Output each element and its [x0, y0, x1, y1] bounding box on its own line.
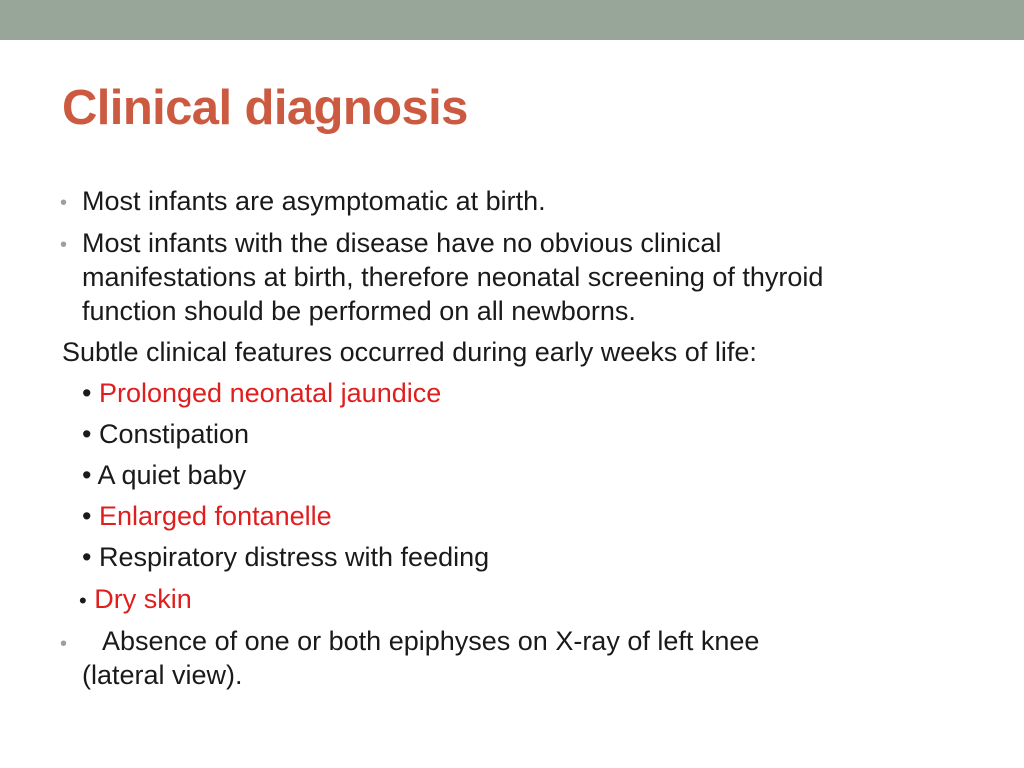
feature-label: A quiet baby	[97, 460, 247, 490]
sub-bullet-icon: •	[82, 460, 92, 490]
bullet-icon: •	[60, 234, 68, 256]
sub-bullet-icon: •	[79, 588, 87, 613]
sub-bullet-icon: •	[82, 419, 92, 449]
sub-bullet-icon: •	[82, 542, 92, 572]
sub-bullet-icon: •	[82, 378, 92, 408]
feature-item-dry-skin	[79, 582, 192, 618]
sub-bullet-icon: •	[82, 501, 92, 531]
feature-item-jaundice	[82, 376, 441, 410]
feature-label: Enlarged fontanelle	[98, 501, 332, 531]
feature-label: Dry skin	[94, 584, 192, 614]
bullet-icon: •	[60, 192, 68, 214]
bullet-text-epiphyses-line2: (lateral view).	[82, 660, 243, 690]
bullet-text-screening-line1: Most infants with the disease have no obvious clinical	[82, 228, 722, 258]
feature-item-fontanelle	[82, 499, 332, 533]
feature-label: Constipation	[98, 419, 250, 449]
bullet-text-asymptomatic: Most infants are asymptomatic at birth.	[82, 186, 546, 216]
subtle-features-heading: Subtle clinical features occurred during early weeks of life:	[62, 337, 757, 367]
feature-label: Prolonged neonatal jaundice	[98, 378, 442, 408]
feature-label: Respiratory distress with feeding	[98, 542, 490, 572]
feature-item-constipation	[82, 417, 249, 451]
feature-item-respiratory-distress	[82, 540, 489, 574]
top-color-band	[0, 0, 1024, 40]
feature-item-quiet-baby	[82, 458, 246, 492]
bullet-text-epiphyses-line1: Absence of one or both epiphyses on X-ray of left knee	[102, 626, 760, 656]
bullet-text-screening-line3: function should be performed on all newborns.	[82, 296, 636, 326]
slide-title: Clinical diagnosis	[62, 81, 468, 135]
bullet-text-screening-line2: manifestations at birth, therefore neonatal screening of thyroid	[82, 262, 824, 292]
bullet-icon: •	[60, 633, 68, 655]
